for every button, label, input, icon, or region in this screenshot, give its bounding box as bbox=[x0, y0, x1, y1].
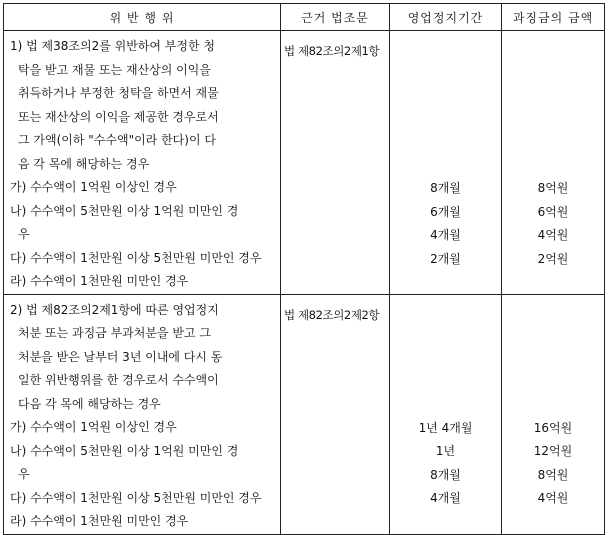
violation-cell bbox=[4, 294, 281, 534]
sub-item-continued: 우 bbox=[18, 467, 30, 481]
penalty-table bbox=[3, 3, 605, 535]
violation-line: 그 가액(이하 "수수액"이라 한다)이 다 bbox=[18, 133, 216, 147]
header-fine: 과징금의 금액 bbox=[502, 4, 605, 31]
table-row bbox=[4, 31, 605, 295]
header-suspension: 영업정지기간 bbox=[390, 4, 502, 31]
suspension-value: 2개월 bbox=[430, 251, 461, 266]
violation-line: 처분 또는 과징금 부과처분을 받고 그 bbox=[18, 326, 211, 340]
sub-item: 나) 수수액이 5천만원 이상 1억원 미만인 경 bbox=[10, 203, 239, 218]
fine-value: 16억원 bbox=[533, 420, 573, 435]
sub-item: 다) 수수액이 1천만원 이상 5천만원 미만인 경우 bbox=[10, 250, 262, 265]
violation-line: 또는 재산상의 이익을 제공한 경우로서 bbox=[18, 109, 219, 124]
penalty-table-container bbox=[3, 3, 605, 535]
sub-item: 다) 수수액이 1천만원 이상 5천만원 미만인 경우 bbox=[10, 490, 262, 505]
violation-line: 취득하거나 부정한 청탁을 하면서 재물 bbox=[18, 86, 219, 100]
violation-line: 처분을 받은 날부터 3년 이내에 다시 동 bbox=[18, 349, 223, 364]
fine-value: 2억원 bbox=[537, 251, 569, 266]
fine-value: 4억원 bbox=[537, 228, 569, 242]
header-row bbox=[4, 4, 605, 31]
fine-cell bbox=[502, 294, 605, 534]
suspension-value: 6개월 bbox=[430, 204, 461, 219]
fine-value: 8억원 bbox=[537, 467, 569, 482]
violation-line: 탁을 받고 재물 또는 재산상의 이익을 bbox=[18, 62, 211, 77]
fine-value: 4억원 bbox=[537, 491, 569, 505]
suspension-cell bbox=[390, 31, 502, 295]
violation-line: 음 각 목에 해당하는 경우 bbox=[18, 156, 150, 171]
fine-cell bbox=[502, 31, 605, 295]
fine-value: 6억원 bbox=[537, 204, 569, 219]
violation-cell bbox=[4, 31, 281, 295]
header-violation: 위 반 행 위 bbox=[4, 4, 281, 31]
table-row bbox=[4, 294, 605, 534]
fine-value: 12억원 bbox=[533, 444, 573, 458]
sub-item: 라) 수수액이 1천만원 미만인 경우 bbox=[10, 274, 189, 288]
violation-line: 다음 각 목에 해당하는 경우 bbox=[18, 396, 161, 411]
fine-value: 8억원 bbox=[537, 181, 569, 195]
sub-item: 라) 수수액이 1천만원 미만인 경우 bbox=[10, 514, 189, 528]
suspension-value: 4개월 bbox=[430, 491, 461, 505]
sub-item: 가) 수수액이 1억원 이상인 경우 bbox=[10, 420, 177, 434]
suspension-cell bbox=[390, 294, 502, 534]
suspension-value: 1년 4개월 bbox=[418, 420, 473, 435]
violation-line: 1) 법 제38조의2를 위반하여 부정한 청 bbox=[10, 39, 215, 53]
header-basis: 근거 법조문 bbox=[281, 4, 390, 31]
basis-cell: 법 제82조의2제2항 bbox=[281, 294, 390, 534]
suspension-value: 4개월 bbox=[430, 228, 461, 242]
suspension-value: 8개월 bbox=[430, 181, 461, 195]
suspension-value: 1년 bbox=[435, 444, 456, 458]
basis-cell: 법 제82조의2제1항 bbox=[281, 31, 390, 295]
suspension-value: 8개월 bbox=[430, 467, 461, 482]
sub-item-continued: 우 bbox=[18, 227, 30, 241]
violation-line: 일한 위반행위를 한 경우로서 수수액이 bbox=[18, 373, 219, 387]
sub-item: 나) 수수액이 5천만원 이상 1억원 미만인 경 bbox=[10, 443, 239, 458]
sub-item: 가) 수수액이 1억원 이상인 경우 bbox=[10, 180, 177, 194]
violation-line: 2) 법 제82조의2제1항에 따른 영업정지 bbox=[10, 302, 219, 317]
